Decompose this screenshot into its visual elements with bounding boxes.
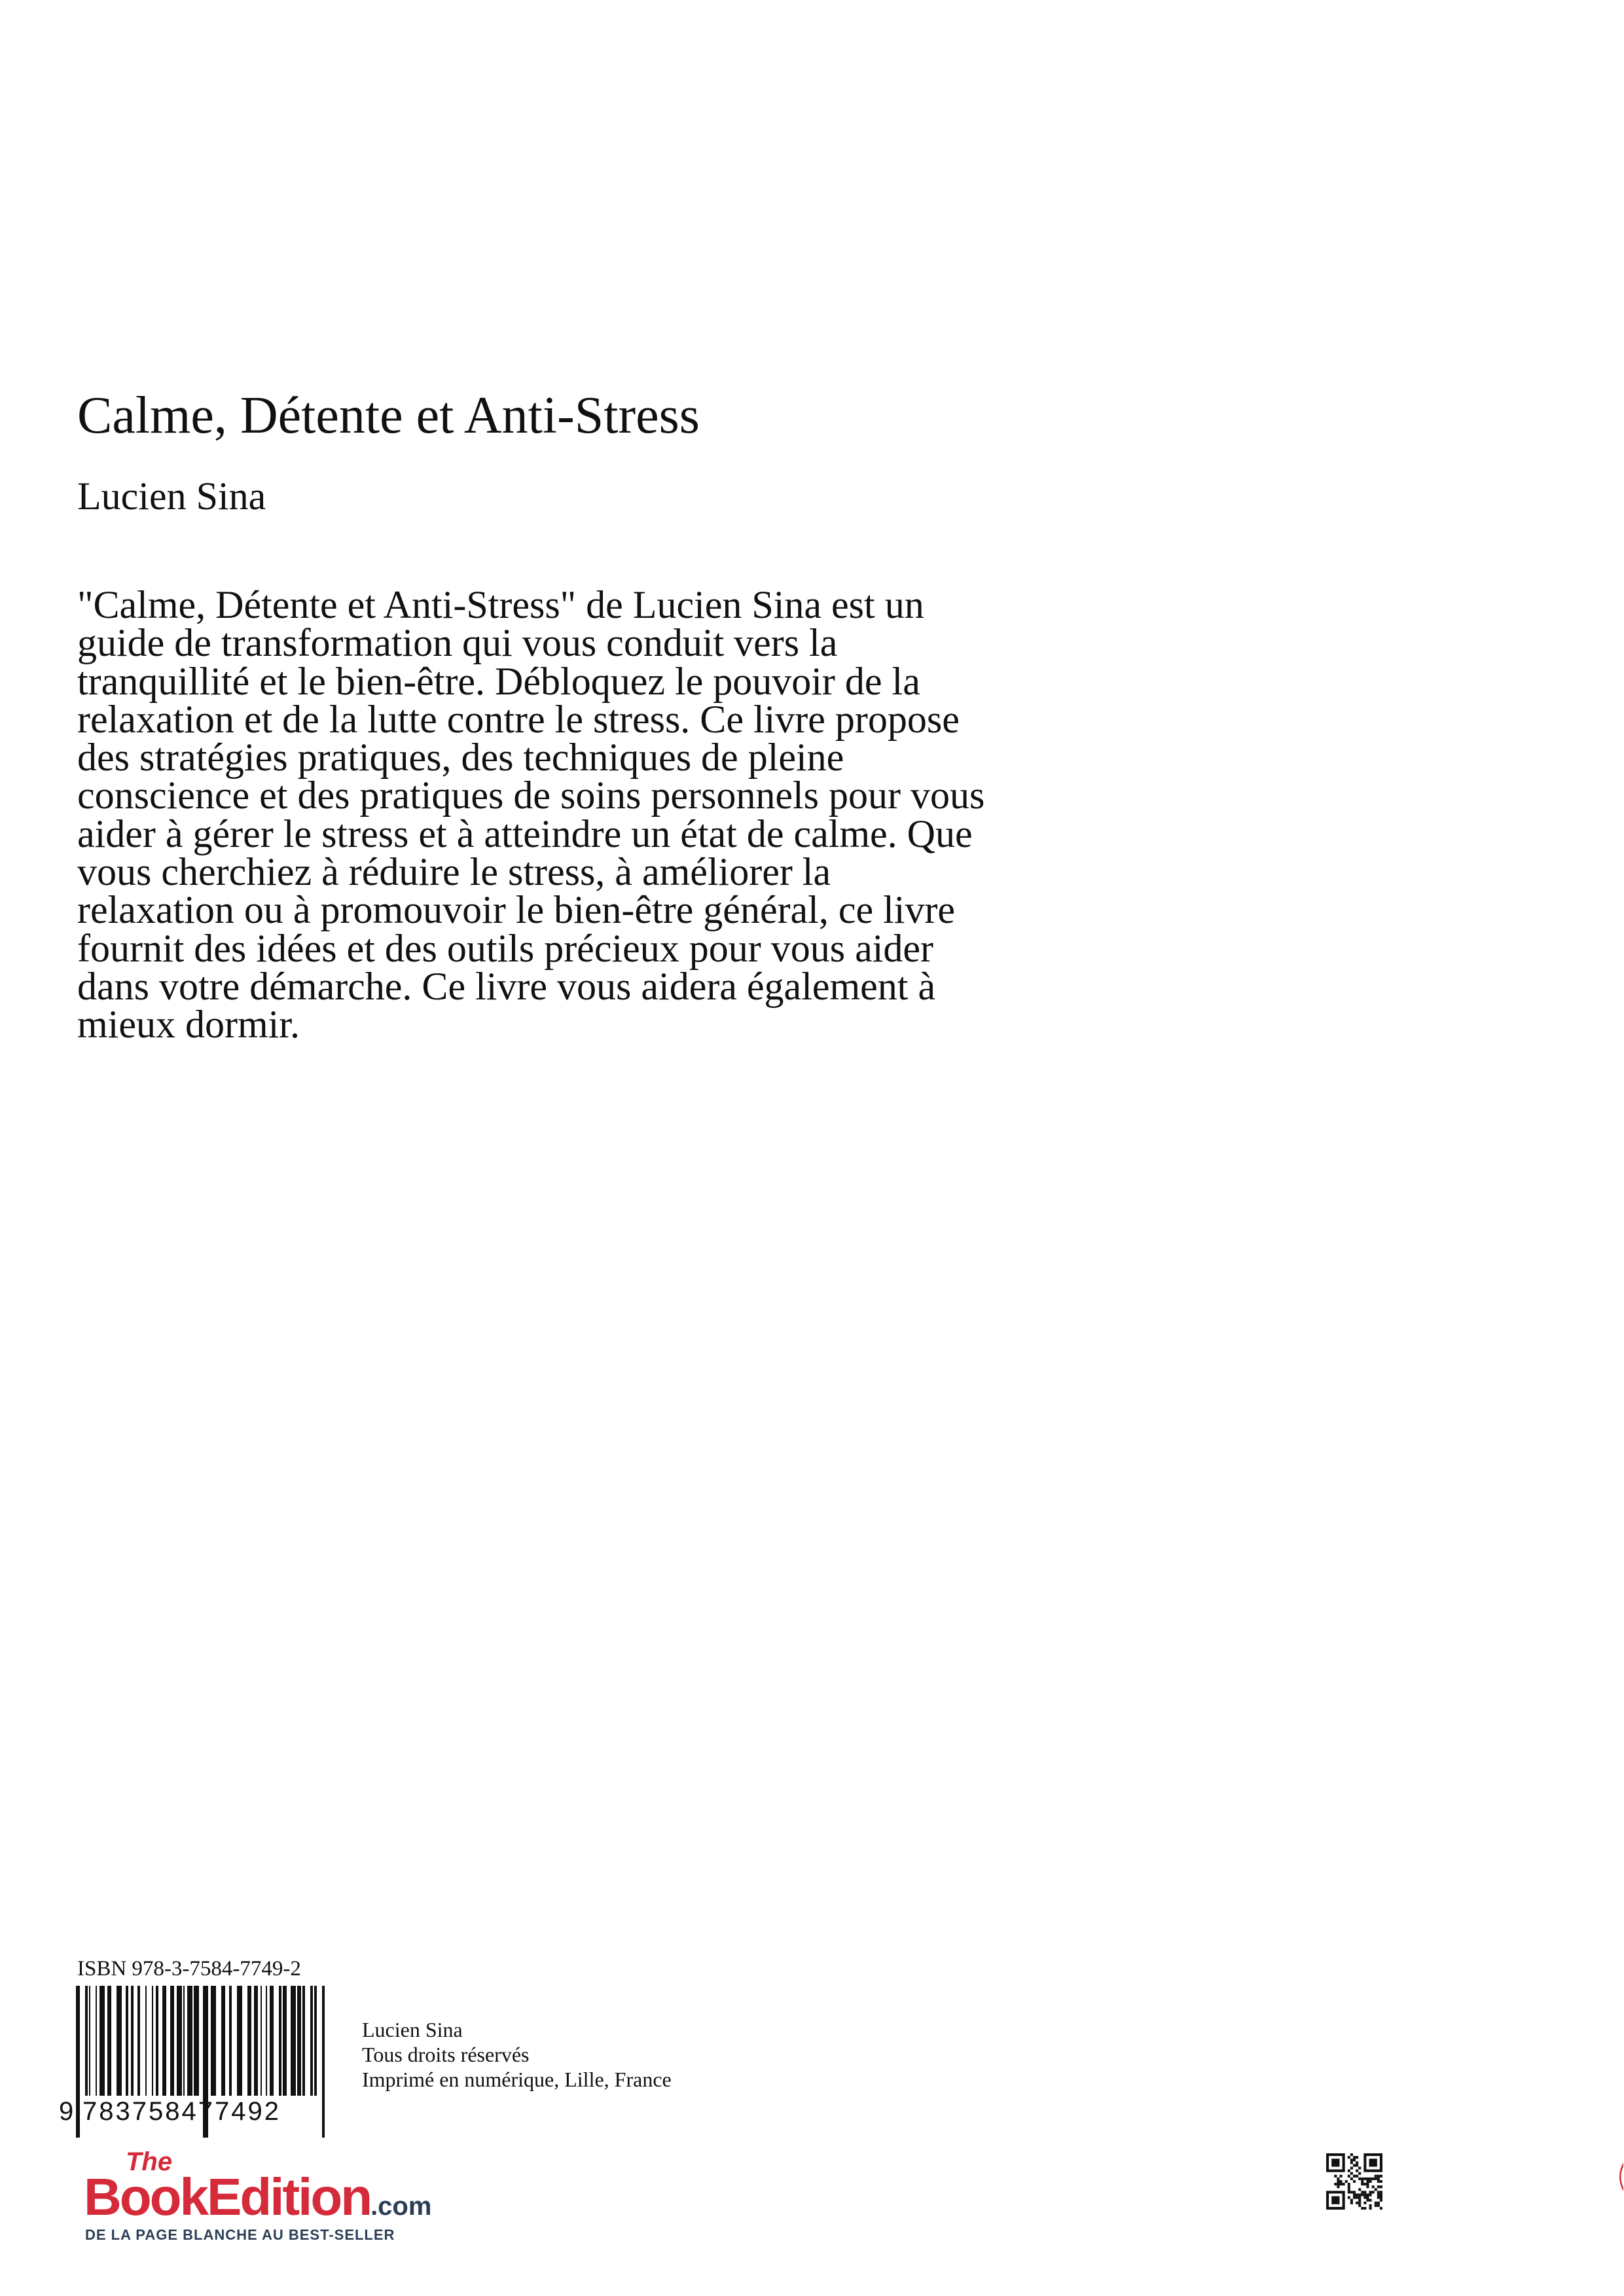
publisher-logo bbox=[79, 2148, 484, 2253]
barcode-bar bbox=[229, 1986, 232, 2096]
description-line: mieux dormir. bbox=[77, 1003, 300, 1047]
qr-module bbox=[1337, 2183, 1339, 2185]
description-line: des stratégies pratiques, des techniques de pleine bbox=[77, 736, 844, 780]
qr-module bbox=[1366, 2197, 1369, 2199]
qr-module bbox=[1356, 2193, 1358, 2196]
qr-module bbox=[1350, 2172, 1353, 2175]
description-line: fournit des idées et des outils précieux pour vous aider bbox=[77, 926, 933, 970]
qr-module bbox=[1356, 2197, 1358, 2199]
qr-module bbox=[1361, 2180, 1363, 2183]
qr-module bbox=[1348, 2197, 1350, 2199]
qr-module bbox=[1350, 2159, 1353, 2161]
qr-module bbox=[1353, 2197, 1356, 2199]
qr-module bbox=[1337, 2185, 1339, 2188]
barcode-bar bbox=[302, 1986, 305, 2096]
logo-domain: .com bbox=[370, 2192, 432, 2221]
logo-name: BookEdition bbox=[84, 2168, 371, 2226]
qr-module bbox=[1369, 2204, 1372, 2207]
qr-module bbox=[1356, 2161, 1358, 2164]
barcode-bar bbox=[89, 1986, 90, 2096]
barcode-bar bbox=[99, 1986, 105, 2096]
qr-module bbox=[1375, 2175, 1377, 2178]
description-line: relaxation et de la lutte contre le stress. Ce livre propose bbox=[77, 697, 960, 741]
qr-module bbox=[1377, 2175, 1380, 2178]
barcode-bar bbox=[183, 1986, 185, 2096]
qr-module bbox=[1363, 2207, 1366, 2210]
imprint-author: Lucien Sina bbox=[362, 2018, 463, 2041]
qr-module bbox=[1380, 2191, 1382, 2193]
edge-mark-icon bbox=[1615, 2162, 1623, 2191]
qr-module bbox=[1350, 2166, 1353, 2169]
qr-module bbox=[1331, 2197, 1339, 2204]
description-line: dans votre démarche. Ce livre vous aidera également à bbox=[77, 964, 936, 1008]
barcode-bar bbox=[314, 1986, 317, 2096]
barcode-bar bbox=[126, 1986, 128, 2096]
qr-module bbox=[1350, 2178, 1353, 2180]
qr-module bbox=[1366, 2199, 1369, 2202]
qr-module bbox=[1345, 2180, 1348, 2183]
qr-module bbox=[1348, 2183, 1350, 2185]
barcode-bar bbox=[297, 1986, 301, 2096]
qr-module bbox=[1334, 2175, 1337, 2178]
qr-module bbox=[1358, 2199, 1361, 2202]
qr-module bbox=[1358, 2193, 1361, 2196]
barcode-bar bbox=[270, 1986, 274, 2096]
qr-module bbox=[1361, 2207, 1363, 2210]
qr-module bbox=[1339, 2180, 1342, 2183]
barcode-digit-string: 783758477492 bbox=[82, 2097, 281, 2126]
qr-module bbox=[1375, 2188, 1377, 2191]
qr-module bbox=[1380, 2193, 1382, 2196]
isbn-label: ISBN 978-3-7584-7749-2 bbox=[77, 1957, 301, 1981]
qr-module bbox=[1361, 2191, 1363, 2193]
barcode-bar bbox=[310, 1986, 313, 2096]
qr-module bbox=[1372, 2185, 1375, 2188]
qr-module bbox=[1358, 2166, 1361, 2169]
qr-module bbox=[1348, 2170, 1350, 2172]
qr-module bbox=[1358, 2204, 1361, 2207]
barcode-bar bbox=[283, 1986, 287, 2096]
qr-module bbox=[1366, 2178, 1369, 2180]
qr-module bbox=[1369, 2159, 1377, 2166]
qr-module bbox=[1366, 2193, 1369, 2196]
qr-module bbox=[1380, 2199, 1382, 2202]
qr-module bbox=[1363, 2193, 1366, 2196]
book-title: Calme, Détente et Anti-Stress bbox=[77, 387, 700, 444]
qr-module bbox=[1361, 2178, 1363, 2180]
barcode-bar bbox=[152, 1986, 153, 2096]
qr-module bbox=[1339, 2183, 1342, 2185]
qr-module bbox=[1377, 2185, 1380, 2188]
qr-module bbox=[1369, 2199, 1372, 2202]
qr-module bbox=[1377, 2180, 1380, 2183]
description-line: relaxation ou à promouvoir le bien-être général, ce livre bbox=[77, 888, 956, 932]
qr-module bbox=[1380, 2175, 1382, 2178]
qr-module bbox=[1356, 2170, 1358, 2172]
qr-module bbox=[1369, 2178, 1372, 2180]
qr-module bbox=[1361, 2193, 1363, 2196]
qr-module bbox=[1377, 2204, 1380, 2207]
qr-module bbox=[1348, 2188, 1350, 2191]
qr-module bbox=[1369, 2191, 1372, 2193]
logo-tagline: DE LA PAGE BLANCHE AU BEST-SELLER bbox=[85, 2227, 395, 2243]
qr-module bbox=[1380, 2207, 1382, 2210]
barcode-bar bbox=[247, 1986, 251, 2096]
qr-module bbox=[1350, 2202, 1353, 2204]
qr-module bbox=[1339, 2175, 1342, 2178]
qr-module bbox=[1353, 2159, 1356, 2161]
qr-module bbox=[1369, 2193, 1372, 2196]
barcode-bar bbox=[156, 1986, 158, 2096]
qr-module bbox=[1348, 2191, 1350, 2193]
qr-module bbox=[1372, 2191, 1375, 2193]
barcode-bar bbox=[177, 1986, 182, 2096]
qr-module bbox=[1348, 2156, 1350, 2159]
barcode-bar bbox=[107, 1986, 111, 2096]
qr-module bbox=[1334, 2183, 1337, 2185]
qr-module bbox=[1363, 2178, 1366, 2180]
qr-module bbox=[1366, 2180, 1369, 2183]
description-line: vous cherchiez à réduire le stress, à améliorer la bbox=[77, 850, 831, 894]
qr-module bbox=[1343, 2183, 1345, 2185]
qr-module bbox=[1350, 2199, 1353, 2202]
qr-module bbox=[1380, 2197, 1382, 2199]
qr-module bbox=[1363, 2197, 1366, 2199]
barcode-bar bbox=[279, 1986, 281, 2096]
description-line: guide de transformation qui vous conduit vers la bbox=[77, 621, 838, 665]
qr-module bbox=[1353, 2156, 1356, 2159]
qr-module bbox=[1358, 2197, 1361, 2199]
description-line: tranquillité et le bien-être. Débloquez le pouvoir de la bbox=[77, 659, 920, 703]
qr-module bbox=[1353, 2180, 1356, 2183]
description-line: aider à gérer le stress et à atteindre un état de calme. Que bbox=[77, 812, 973, 855]
qr-module bbox=[1356, 2164, 1358, 2166]
qr-module bbox=[1363, 2202, 1366, 2204]
qr-module bbox=[1372, 2178, 1375, 2180]
qr-module bbox=[1363, 2191, 1366, 2193]
barcode-bar bbox=[194, 1986, 199, 2096]
qr-module bbox=[1377, 2193, 1380, 2196]
barcode-bar bbox=[291, 1986, 296, 2096]
barcode-bar bbox=[96, 1986, 97, 2096]
qr-module bbox=[1358, 2172, 1361, 2175]
barcode-bar bbox=[131, 1986, 134, 2096]
imprint-block bbox=[362, 2017, 672, 2092]
barcode-bar bbox=[170, 1986, 174, 2096]
book-description bbox=[77, 583, 1229, 1047]
description-line: conscience et des pratiques de soins personnels pour vous bbox=[77, 774, 985, 817]
qr-module bbox=[1353, 2191, 1356, 2193]
barcode-bar bbox=[254, 1986, 258, 2096]
qr-module bbox=[1350, 2161, 1353, 2164]
qr-module bbox=[1337, 2178, 1339, 2180]
qr-module bbox=[1375, 2202, 1377, 2204]
qr-module bbox=[1358, 2188, 1361, 2191]
barcode-bar bbox=[261, 1986, 262, 2096]
imprint-printing: Imprimé en numérique, Lille, France bbox=[362, 2068, 672, 2091]
qr-module bbox=[1361, 2183, 1363, 2185]
barcode-first-digit: 9 bbox=[59, 2097, 74, 2126]
imprint-rights: Tous droits réservés bbox=[362, 2043, 530, 2066]
qr-module bbox=[1369, 2180, 1372, 2183]
barcode-bar bbox=[187, 1986, 192, 2096]
barcode-bar bbox=[162, 1986, 166, 2096]
description-line: "Calme, Détente et Anti-Stress" de Lucien Sina est un bbox=[77, 583, 924, 626]
qr-module bbox=[1377, 2197, 1380, 2199]
qr-module bbox=[1353, 2193, 1356, 2196]
barcode-bar bbox=[237, 1986, 242, 2096]
barcode-bar bbox=[145, 1986, 147, 2096]
barcode-bar bbox=[117, 1986, 122, 2096]
qr-module bbox=[1331, 2159, 1339, 2166]
qr-module bbox=[1350, 2191, 1353, 2193]
qr-module bbox=[1358, 2178, 1361, 2180]
qr-module bbox=[1356, 2175, 1358, 2178]
qr-module bbox=[1363, 2183, 1366, 2185]
qr-code-icon bbox=[1326, 2153, 1382, 2210]
qr-module bbox=[1348, 2185, 1350, 2188]
logo-the: The bbox=[126, 2147, 173, 2176]
book-author: Lucien Sina bbox=[77, 475, 266, 518]
qr-module bbox=[1375, 2178, 1377, 2180]
qr-module bbox=[1356, 2202, 1358, 2204]
barcode-bar bbox=[266, 1986, 267, 2096]
qr-module bbox=[1380, 2185, 1382, 2188]
barcode-bar bbox=[137, 1986, 140, 2096]
barcode-bar bbox=[85, 1986, 88, 2096]
qr-module bbox=[1377, 2191, 1380, 2193]
qr-module bbox=[1337, 2180, 1339, 2183]
qr-module bbox=[1375, 2204, 1377, 2207]
qr-module bbox=[1348, 2175, 1350, 2178]
qr-module bbox=[1377, 2178, 1380, 2180]
qr-module bbox=[1366, 2183, 1369, 2185]
qr-module bbox=[1369, 2207, 1372, 2210]
barcode-bar bbox=[211, 1986, 216, 2096]
qr-module bbox=[1356, 2156, 1358, 2159]
qr-module bbox=[1353, 2175, 1356, 2178]
barcode-digits bbox=[59, 2092, 327, 2131]
qr-module bbox=[1358, 2202, 1361, 2204]
barcode-bar bbox=[221, 1986, 225, 2096]
qr-module bbox=[1366, 2185, 1369, 2188]
qr-module bbox=[1350, 2153, 1353, 2156]
qr-module bbox=[1377, 2202, 1380, 2204]
qr-module bbox=[1353, 2164, 1356, 2166]
qr-module bbox=[1380, 2180, 1382, 2183]
